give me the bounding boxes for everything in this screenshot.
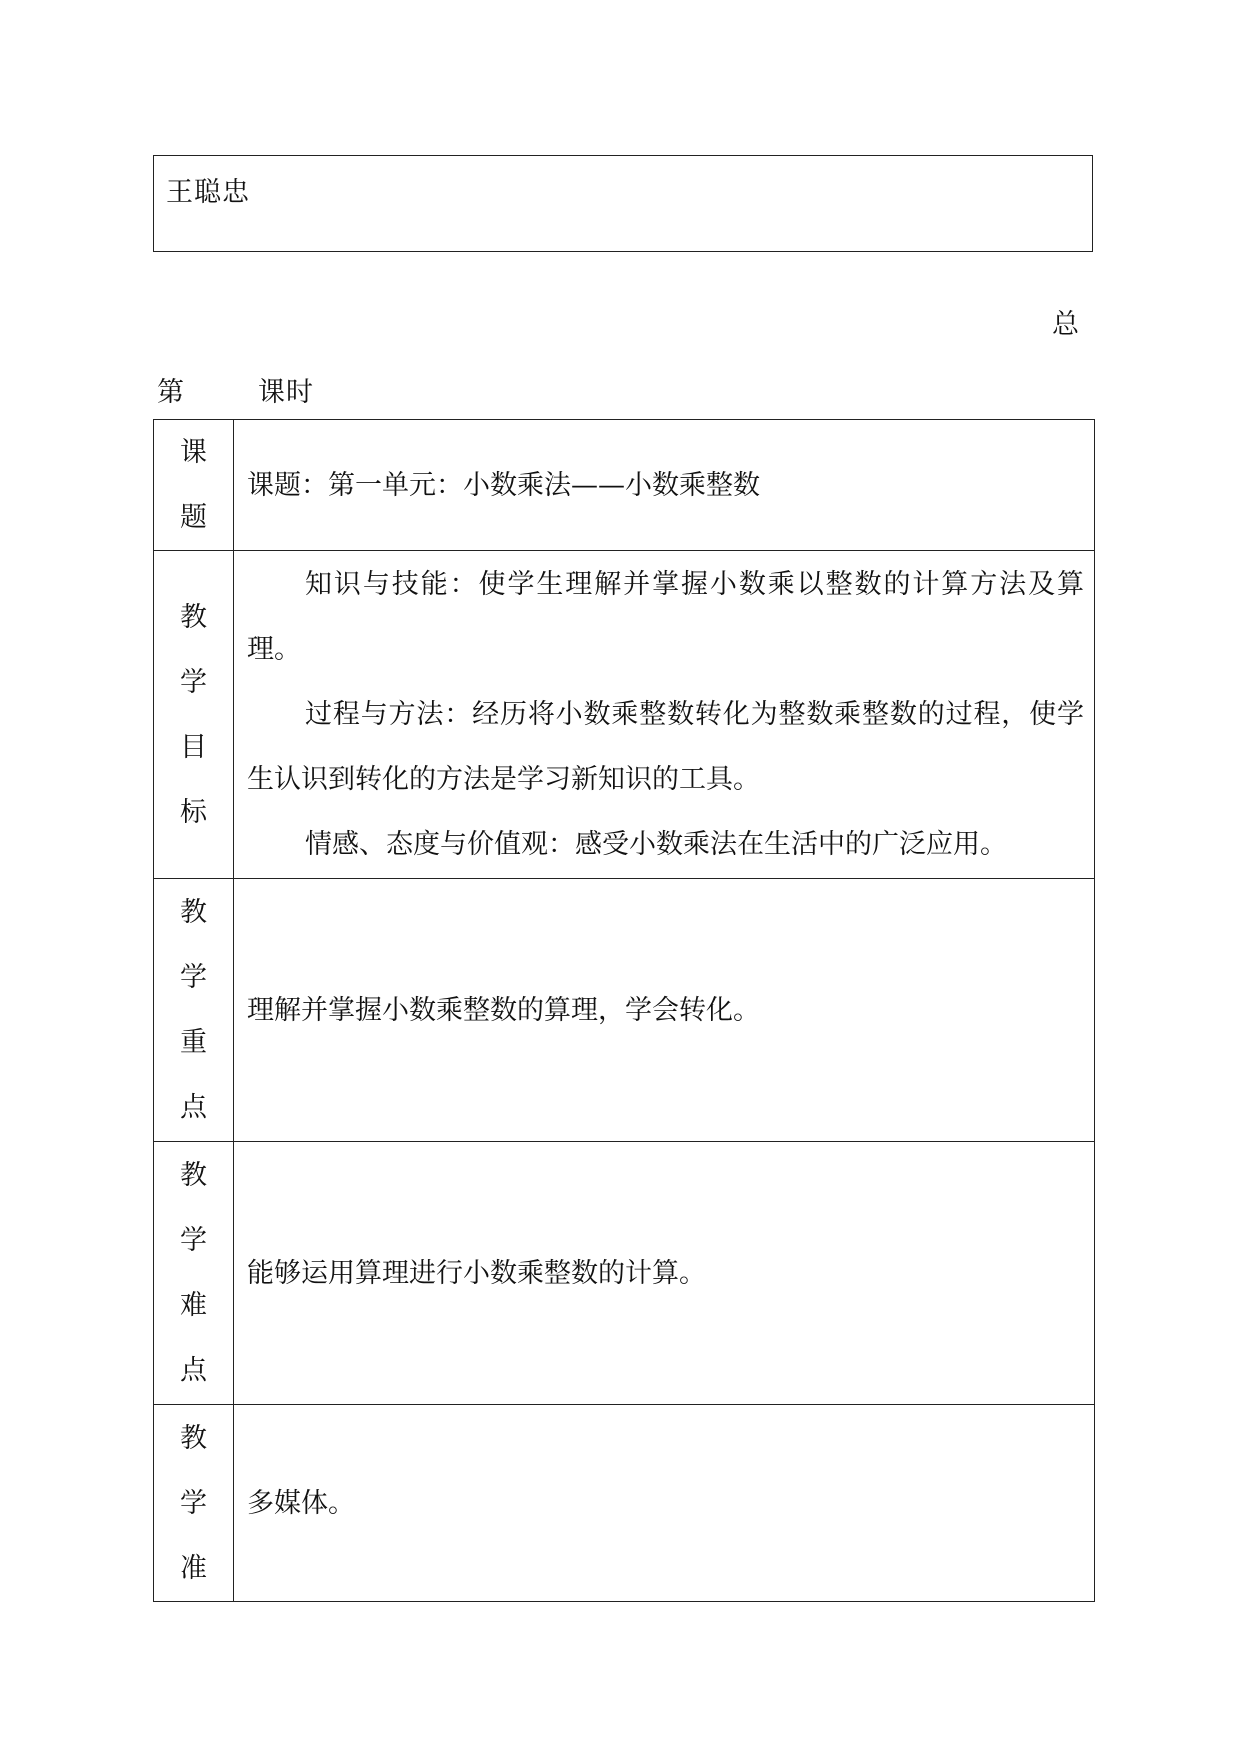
row-label-objectives	[154, 551, 234, 879]
label-char: 难	[180, 1290, 207, 1321]
table-row-topic	[154, 420, 1095, 551]
objective-attitude: 情感、态度与价值观：感受小数乘法在生活中的广泛应用。	[305, 829, 1007, 860]
label-char: 学	[180, 666, 207, 698]
label-char: 教	[180, 601, 207, 633]
row-label-topic	[154, 420, 234, 551]
key-points-content	[234, 879, 1095, 1142]
key-points-text: 理解并掌握小数乘整数的算理，学会转化。	[247, 994, 760, 1026]
objective-process: 过程与方法：经历将小数乘整数转化为整数乘整数的过程，使学生认识到转化的方法是学习新知识的工具。	[247, 699, 1084, 795]
teacher-box	[153, 155, 1093, 252]
teacher-name: 王聪忠	[166, 177, 250, 208]
label-char: 目	[180, 731, 207, 763]
preparation-text: 多媒体。	[247, 1487, 355, 1519]
label-char: 标	[180, 796, 207, 828]
lesson-number-suffix: 课时	[258, 377, 314, 408]
table-row-difficulties	[154, 1142, 1095, 1405]
lesson-plan-table	[153, 419, 1095, 1602]
label-char: 点	[180, 1355, 207, 1386]
total-lesson-label: 总	[1052, 309, 1079, 340]
table-row-preparation	[154, 1405, 1095, 1602]
label-char: 点	[180, 1092, 207, 1123]
objectives-content	[234, 551, 1095, 879]
label-char: 学	[180, 1225, 207, 1256]
row-label-difficulties	[154, 1142, 234, 1405]
label-char: 教	[180, 1422, 207, 1454]
row-label-preparation	[154, 1405, 234, 1602]
label-char: 准	[180, 1552, 207, 1584]
label-char: 课	[180, 437, 207, 468]
table-row-objectives	[154, 551, 1095, 879]
label-char: 题	[180, 502, 207, 533]
label-char: 学	[180, 962, 207, 993]
difficulties-content	[234, 1142, 1095, 1405]
label-char: 重	[180, 1027, 207, 1058]
lesson-number-prefix: 第	[157, 377, 184, 408]
objective-knowledge: 知识与技能：使学生理解并掌握小数乘以整数的计算方法及算理。	[247, 569, 1084, 665]
topic-text: 课题：第一单元：小数乘法——小数乘整数	[247, 469, 760, 501]
row-label-key-points	[154, 879, 234, 1142]
label-char: 教	[180, 1160, 207, 1191]
label-char: 学	[180, 1487, 207, 1519]
table-row-key-points	[154, 879, 1095, 1142]
difficulties-text: 能够运用算理进行小数乘整数的计算。	[247, 1257, 706, 1289]
preparation-content	[234, 1405, 1095, 1602]
topic-content	[234, 420, 1095, 551]
label-char: 教	[180, 897, 207, 928]
